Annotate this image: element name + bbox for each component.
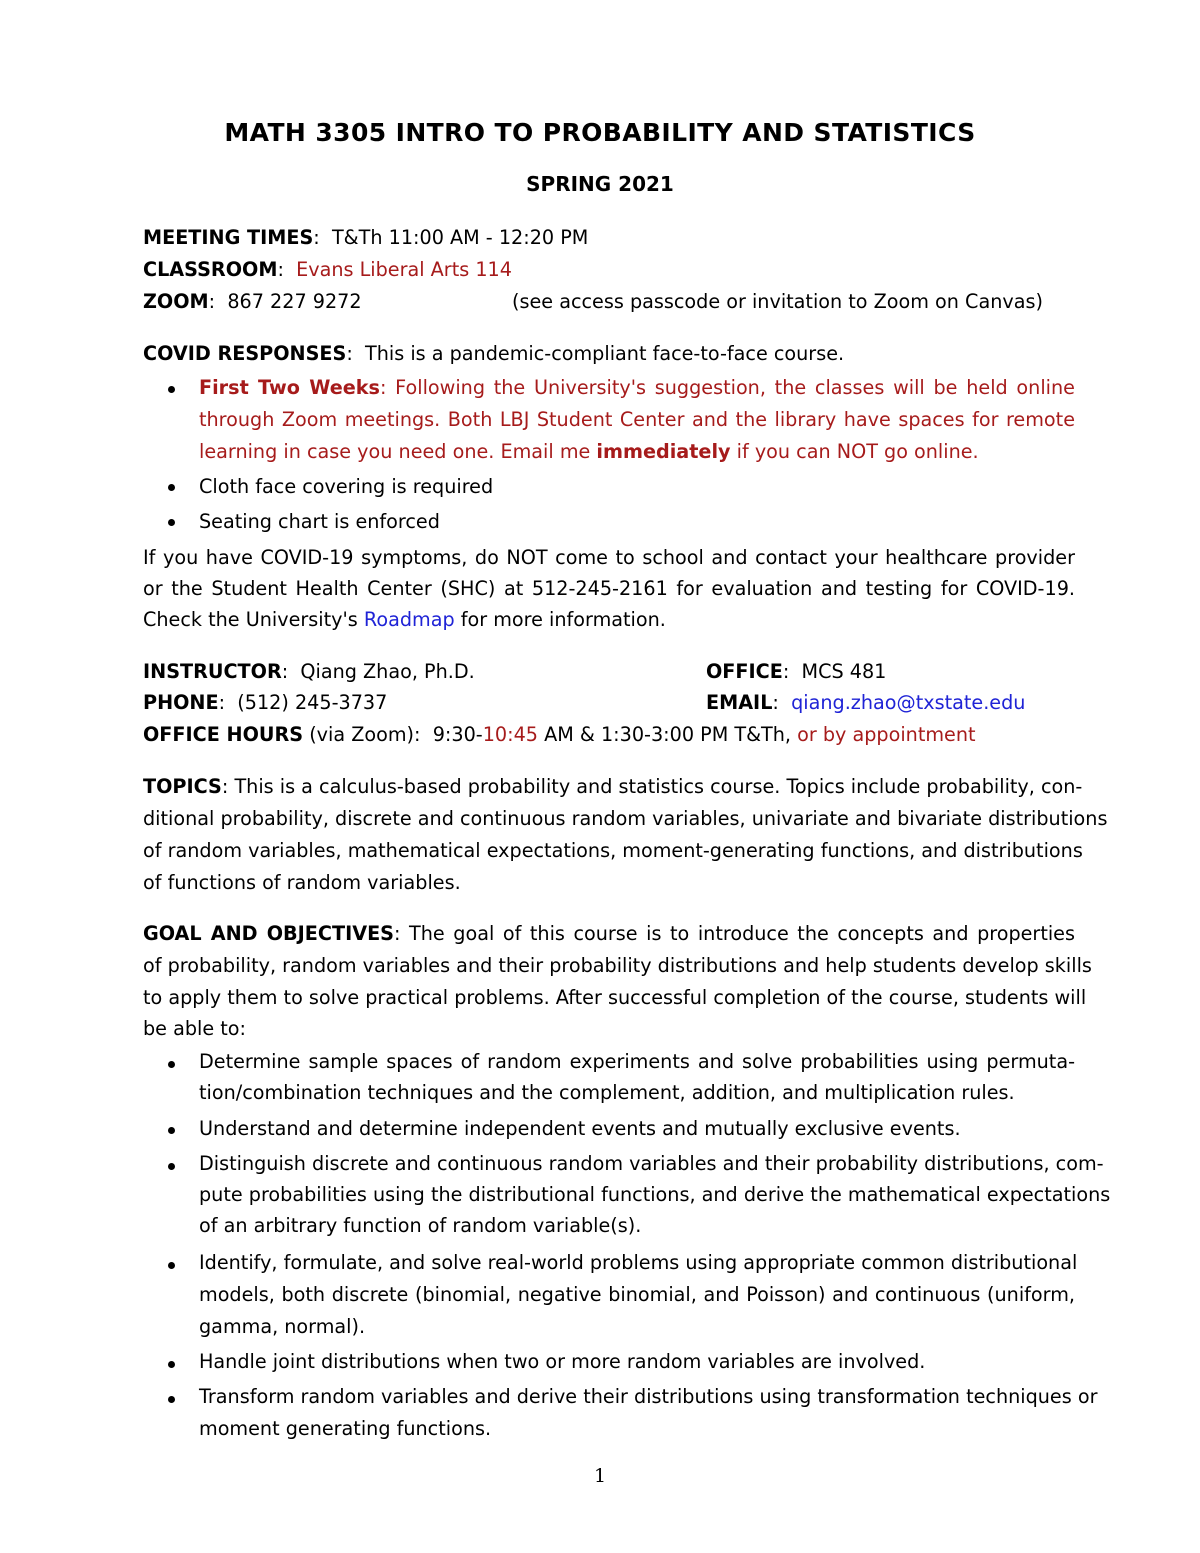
covid-para-line2: or the Student Health Center (SHC) at 512-245-2161 for evaluation and testing for COVID-19. bbox=[143, 577, 1075, 600]
topics-label: TOPICS bbox=[143, 775, 222, 798]
covid-bullet-first-line: First Two Weeks: Following the University's suggestion, the classes will be held online bbox=[199, 376, 1075, 399]
email-row: EMAIL: qiang.zhao@txstate.edu bbox=[706, 691, 1026, 714]
bullet-icon bbox=[168, 1396, 175, 1403]
email-label: EMAIL bbox=[706, 691, 773, 714]
topics-text: This is a calculus-based probability and statistics course. Topics include probability, con- bbox=[234, 775, 1083, 798]
covid-intro: This is a pandemic-compliant face-to-face course. bbox=[365, 342, 845, 365]
covid-intro-row: COVID RESPONSES: This is a pandemic-compliant face-to-face course. bbox=[143, 342, 845, 365]
office-hours-end-red: 10:45 bbox=[482, 723, 538, 746]
meeting-times-value: T&Th 11:00 AM - 12:20 PM bbox=[331, 226, 589, 249]
objective-2: Understand and determine independent events and mutually exclusive events. bbox=[199, 1117, 961, 1140]
goals-text: The goal of this course is to introduce the concepts and properties bbox=[409, 922, 1075, 945]
bullet-icon bbox=[168, 1061, 175, 1068]
meeting-times-label: MEETING TIMES bbox=[143, 226, 314, 249]
office-label: OFFICE bbox=[706, 660, 783, 683]
phone-label: PHONE bbox=[143, 691, 219, 714]
bullet-icon bbox=[168, 484, 175, 491]
goals-label: GOAL AND OBJECTIVES bbox=[143, 922, 394, 945]
instructor-row: INSTRUCTOR: Qiang Zhao, Ph.D. bbox=[143, 660, 475, 683]
zoom-row: ZOOM: 867 227 9272 bbox=[143, 290, 362, 313]
office-value: MCS 481 bbox=[801, 660, 887, 683]
go-online-text: if you can NOT go online. bbox=[730, 440, 979, 463]
classroom-value: Evans Liberal Arts 114 bbox=[296, 258, 512, 281]
classroom-label: CLASSROOM bbox=[143, 258, 278, 281]
bullet-icon bbox=[168, 1361, 175, 1368]
instructor-name: Qiang Zhao, Ph.D. bbox=[300, 660, 475, 683]
email-me-text: learning in case you need one. Email me bbox=[199, 440, 597, 463]
zoom-note: (see access passcode or invitation to Zoom on Canvas) bbox=[512, 290, 1043, 313]
more-info-text: for more information. bbox=[454, 608, 666, 631]
page-number: 1 bbox=[593, 1465, 607, 1487]
phone-row: PHONE: (512) 245-3737 bbox=[143, 691, 388, 714]
objective-6-line1: Transform random variables and derive their distributions using transformation techniques or bbox=[199, 1385, 1098, 1408]
email-link[interactable]: qiang.zhao@txstate.edu bbox=[791, 691, 1026, 714]
covid-bullet-face-covering: Cloth face covering is required bbox=[199, 475, 494, 498]
phone-value: (512) 245-3737 bbox=[237, 691, 388, 714]
objective-4-line1: Identify, formulate, and solve real-world problems using appropriate common distributional bbox=[199, 1251, 1078, 1274]
office-hours-label: OFFICE HOURS bbox=[143, 723, 304, 746]
topics-line1: TOPICS: This is a calculus-based probability and statistics course. Topics include probability, con- bbox=[143, 775, 1083, 798]
bullet-icon bbox=[168, 519, 175, 526]
check-roadmap-text: Check the University's bbox=[143, 608, 364, 631]
zoom-id: 867 227 9272 bbox=[227, 290, 362, 313]
covid-bullet-seating: Seating chart is enforced bbox=[199, 510, 440, 533]
immediately-emphasis: immediately bbox=[596, 440, 731, 463]
covid-bullet-first-text: Following the University's suggestion, the classes will be held online bbox=[395, 376, 1075, 399]
first-two-weeks-label: First Two Weeks bbox=[199, 376, 380, 399]
goals-line3: to apply them to solve practical problems. After successful completion of the course, students will bbox=[143, 986, 1087, 1009]
covid-label: COVID RESPONSES bbox=[143, 342, 347, 365]
objective-3-line1: Distinguish discrete and continuous random variables and their probability distributions, com- bbox=[199, 1152, 1104, 1175]
topics-line2: ditional probability, discrete and continuous random variables, univariate and bivariate distributions bbox=[143, 807, 1108, 830]
topics-line3: of random variables, mathematical expectations, moment-generating functions, and distributions bbox=[143, 839, 1083, 862]
objective-4-line3: gamma, normal). bbox=[199, 1315, 366, 1338]
covid-bullet-first-line2: through Zoom meetings. Both LBJ Student Center and the library have spaces for remote bbox=[199, 408, 1075, 431]
meeting-times-row: MEETING TIMES: T&Th 11:00 AM - 12:20 PM bbox=[143, 226, 589, 249]
covid-para-line1: If you have COVID-19 symptoms, do NOT come to school and contact your healthcare provider bbox=[143, 546, 1075, 569]
course-title: MATH 3305 INTRO TO PROBABILITY AND STATISTICS bbox=[224, 118, 976, 147]
objective-1-line2: tion/combination techniques and the complement, addition, and multiplication rules. bbox=[199, 1081, 1015, 1104]
office-hours-start: 9:30- bbox=[432, 723, 483, 746]
bullet-icon bbox=[168, 1262, 175, 1269]
bullet-icon bbox=[168, 386, 175, 393]
office-row: OFFICE: MCS 481 bbox=[706, 660, 887, 683]
roadmap-link[interactable]: Roadmap bbox=[363, 608, 455, 631]
goals-line2: of probability, random variables and their probability distributions and help students develop skills bbox=[143, 954, 1092, 977]
goals-line1: GOAL AND OBJECTIVES: The goal of this course is to introduce the concepts and properties bbox=[143, 922, 1075, 945]
office-hours-via: (via Zoom): bbox=[309, 723, 421, 746]
objective-5: Handle joint distributions when two or more random variables are involved. bbox=[199, 1350, 926, 1373]
office-hours-row bbox=[143, 723, 976, 746]
objective-3-line2: pute probabilities using the distributional functions, and derive the mathematical expectations bbox=[199, 1183, 1111, 1206]
topics-line4: of functions of random variables. bbox=[143, 871, 461, 894]
office-hours-rest: AM & 1:30-3:00 PM T&Th, bbox=[538, 723, 792, 746]
course-term: SPRING 2021 bbox=[526, 172, 674, 196]
objective-3-line3: of an arbitrary function of random variable(s). bbox=[199, 1214, 642, 1237]
goals-line4: be able to: bbox=[143, 1017, 246, 1040]
covid-bullet-first-line3 bbox=[199, 440, 979, 463]
bullet-icon bbox=[168, 1127, 175, 1134]
zoom-label: ZOOM bbox=[143, 290, 209, 313]
classroom-row: CLASSROOM: Evans Liberal Arts 114 bbox=[143, 258, 512, 281]
by-appointment: or by appointment bbox=[791, 723, 976, 746]
objective-4-line2: models, both discrete (binomial, negative binomial, and Poisson) and continuous (uniform, bbox=[199, 1283, 1075, 1306]
covid-para-line3 bbox=[143, 608, 666, 631]
objective-1-line1: Determine sample spaces of random experiments and solve probabilities using permuta- bbox=[199, 1050, 1075, 1073]
instructor-label: INSTRUCTOR bbox=[143, 660, 282, 683]
objective-6-line2: moment generating functions. bbox=[199, 1417, 492, 1440]
bullet-icon bbox=[168, 1163, 175, 1170]
